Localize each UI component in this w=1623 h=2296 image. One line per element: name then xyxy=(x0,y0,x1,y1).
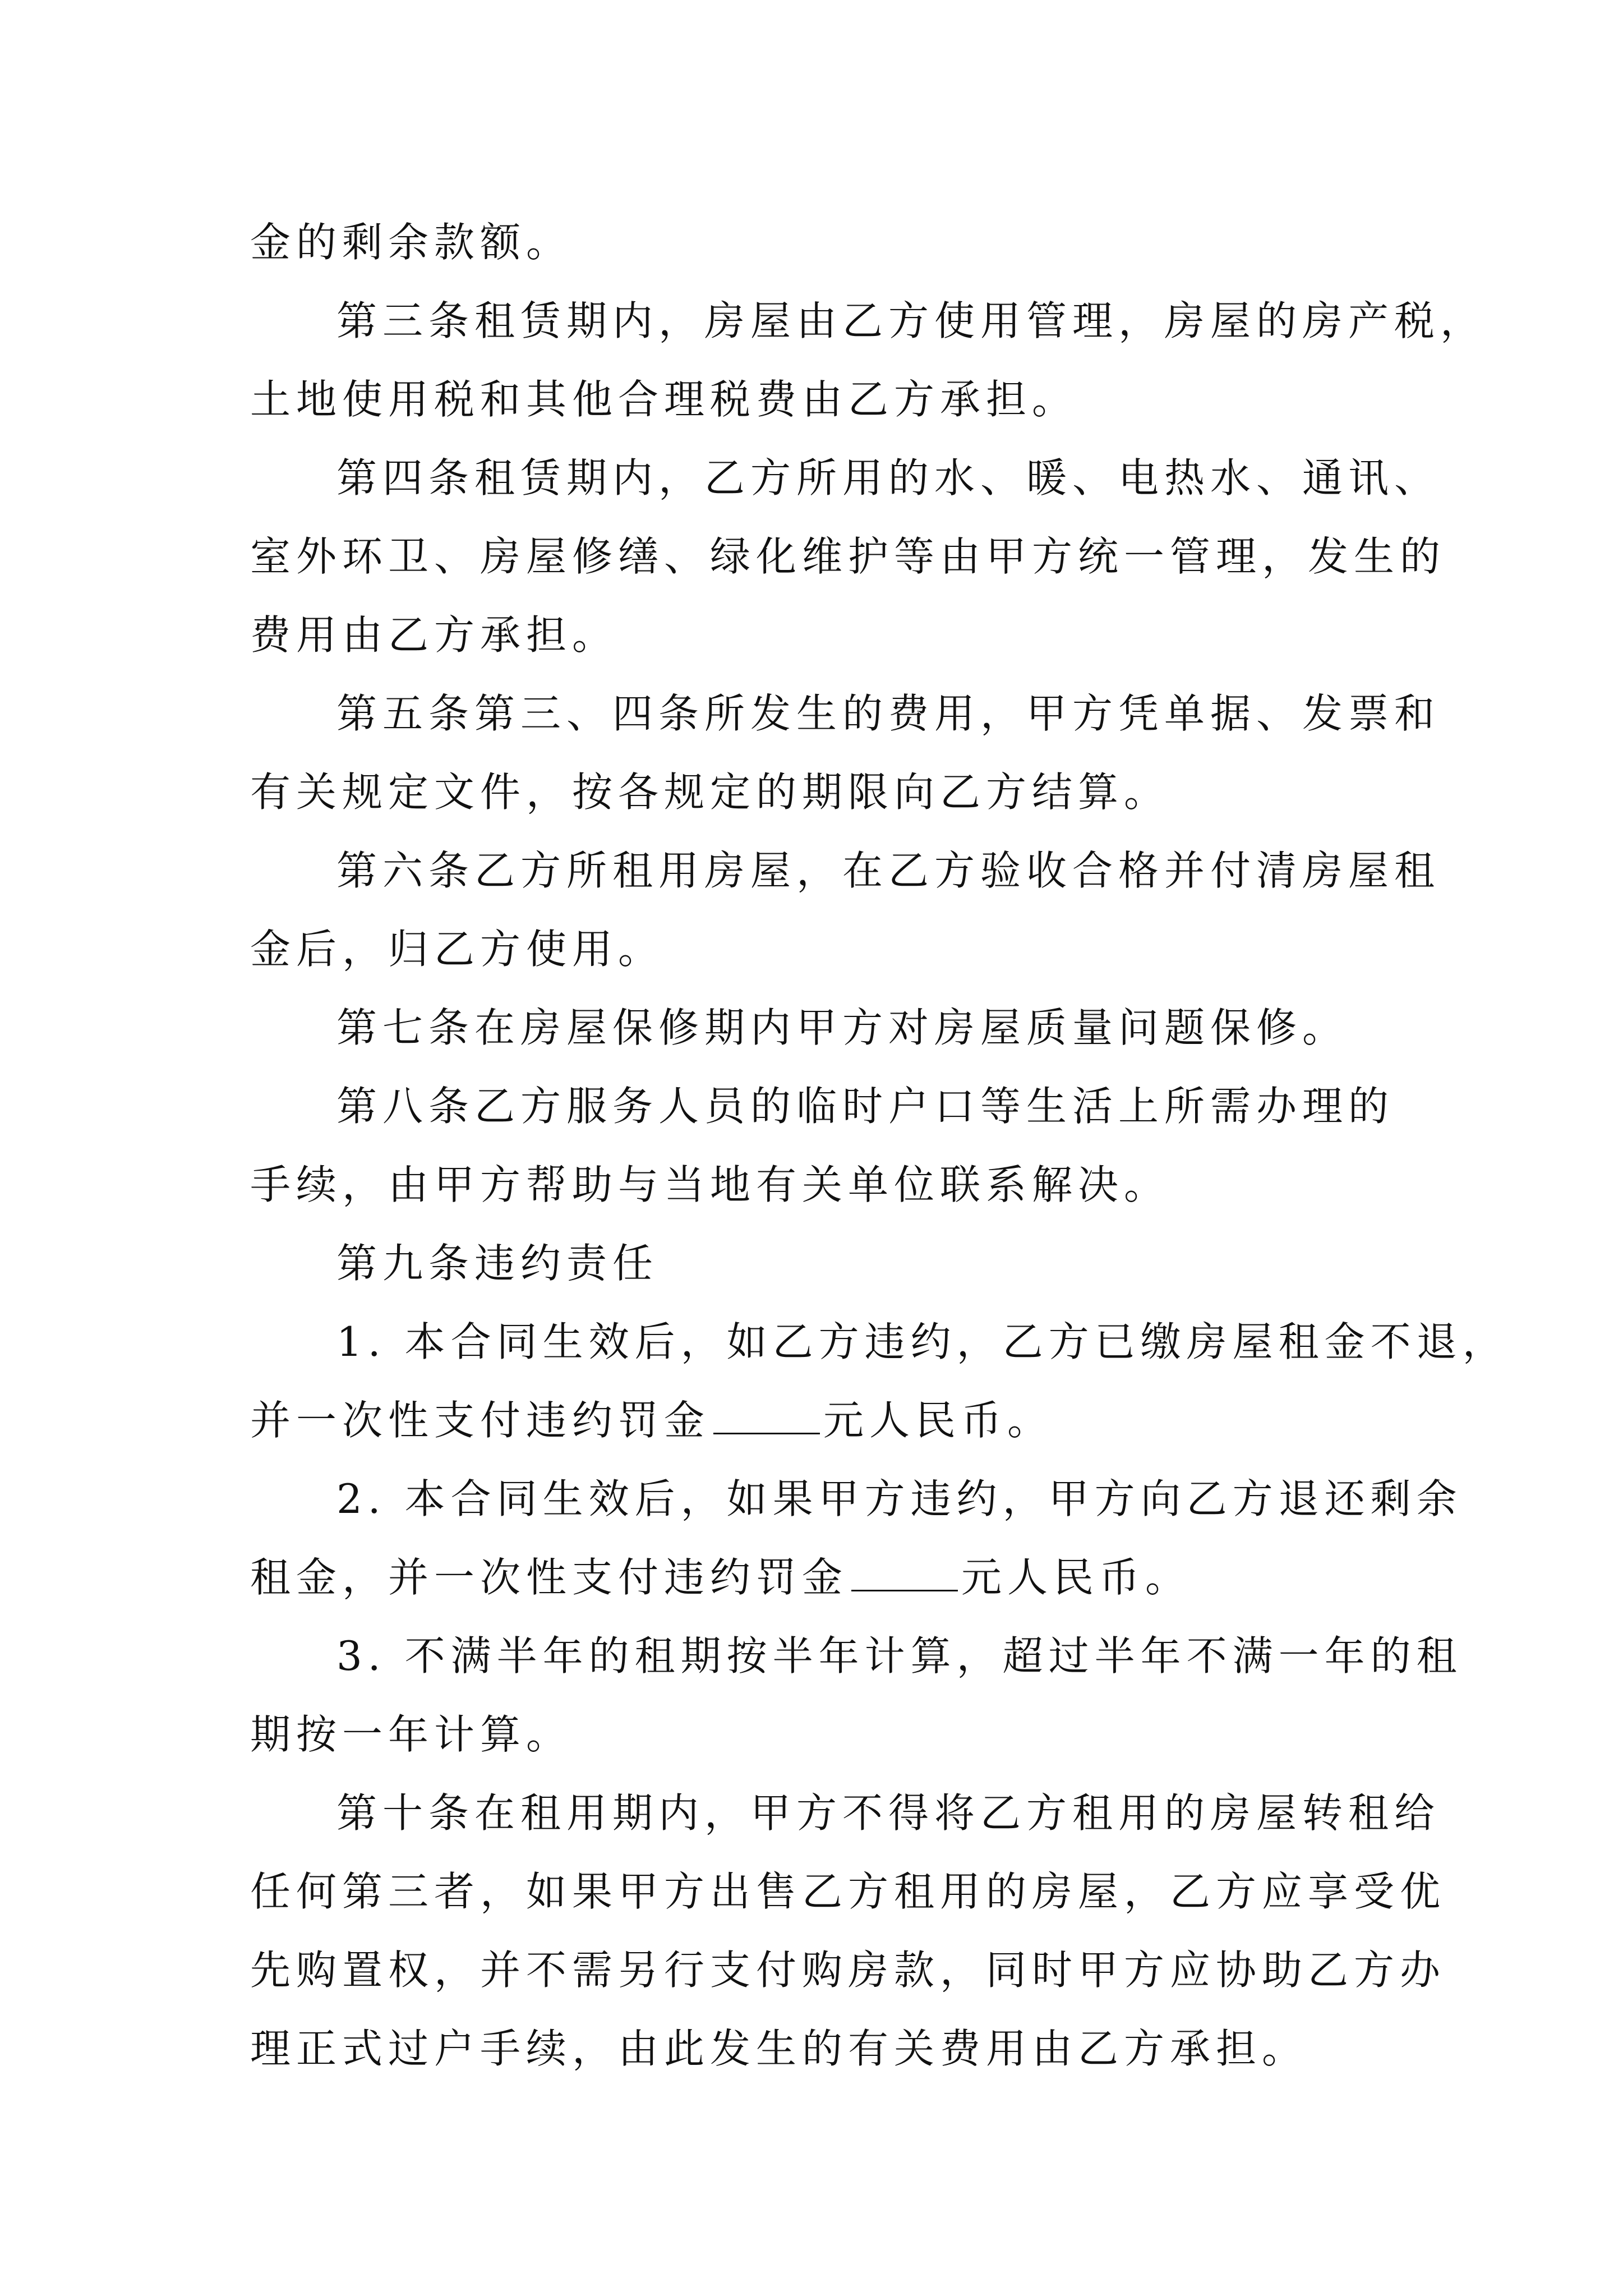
article-4-line-1: 第四条租赁期内，乙方所用的水、暖、电热水、通讯、 xyxy=(336,454,1441,501)
article-5-line-2: 有关规定文件，按各规定的期限向乙方结算。 xyxy=(250,769,1170,816)
article-8-line-1: 第八条乙方服务人员的临时户口等生活上所需办理的 xyxy=(336,1083,1395,1130)
clause-1-line-2 xyxy=(250,1381,1394,1460)
article-4-line-2: 室外环卫、房屋修缮、绿化维护等由甲方统一管理，发生的 xyxy=(250,533,1446,580)
article-10-line-4: 理正式过户手续，由此发生的有关费用由乙方承担。 xyxy=(250,2025,1308,2072)
article-9-heading: 第九条违约责任 xyxy=(336,1240,659,1287)
clause-2-line-2 xyxy=(250,1538,1394,1617)
clause-1-text-after: 元人民币。 xyxy=(823,1397,1054,1444)
clause-3-line-2: 期按一年计算。 xyxy=(250,1711,573,1758)
clause-2-line-1: 2. 本合同生效后，如果甲方违约，甲方向乙方退还剩余 xyxy=(336,1475,1463,1522)
article-7-line-1: 第七条在房屋保修期内甲方对房屋质量问题保修。 xyxy=(336,1004,1349,1051)
penalty-amount-blank xyxy=(851,1548,958,1591)
penalty-amount-blank xyxy=(713,1391,820,1434)
article-4-line-3: 费用由乙方承担。 xyxy=(250,611,619,659)
text-line: 金的剩余款额。 xyxy=(250,219,573,266)
article-6-line-2: 金后，归乙方使用。 xyxy=(250,926,665,973)
clause-2-text-before: 租金，并一次性支付违约罚金 xyxy=(250,1554,849,1601)
clause-3-line-1: 3. 不满半年的租期按半年计算，超过半年不满一年的租 xyxy=(336,1632,1463,1680)
article-6-line-1: 第六条乙方所租用房屋，在乙方验收合格并付清房屋租 xyxy=(336,847,1441,894)
article-3-line-1: 第三条租赁期内，房屋由乙方使用管理，房屋的房产税， xyxy=(336,297,1487,344)
clause-2-text-after: 元人民币。 xyxy=(961,1554,1192,1601)
article-5-line-1: 第五条第三、四条所发生的费用，甲方凭单据、发票和 xyxy=(336,690,1441,737)
article-10-line-2: 任何第三者，如果甲方出售乙方租用的房屋，乙方应享受优 xyxy=(250,1868,1446,1915)
article-3-line-2: 土地使用税和其他合理税费由乙方承担。 xyxy=(250,376,1078,423)
article-10-line-1: 第十条在租用期内，甲方不得将乙方租用的房屋转租给 xyxy=(336,1789,1441,1837)
document-body xyxy=(250,203,1509,2088)
clause-1-line-1: 1. 本合同生效后，如乙方违约，乙方已缴房屋租金不退， xyxy=(336,1318,1509,1365)
article-10-line-3: 先购置权，并不需另行支付购房款，同时甲方应协助乙方办 xyxy=(250,1947,1446,1994)
clause-1-text-before: 并一次性支付违约罚金 xyxy=(250,1397,711,1444)
article-8-line-2: 手续，由甲方帮助与当地有关单位联系解决。 xyxy=(250,1161,1170,1208)
